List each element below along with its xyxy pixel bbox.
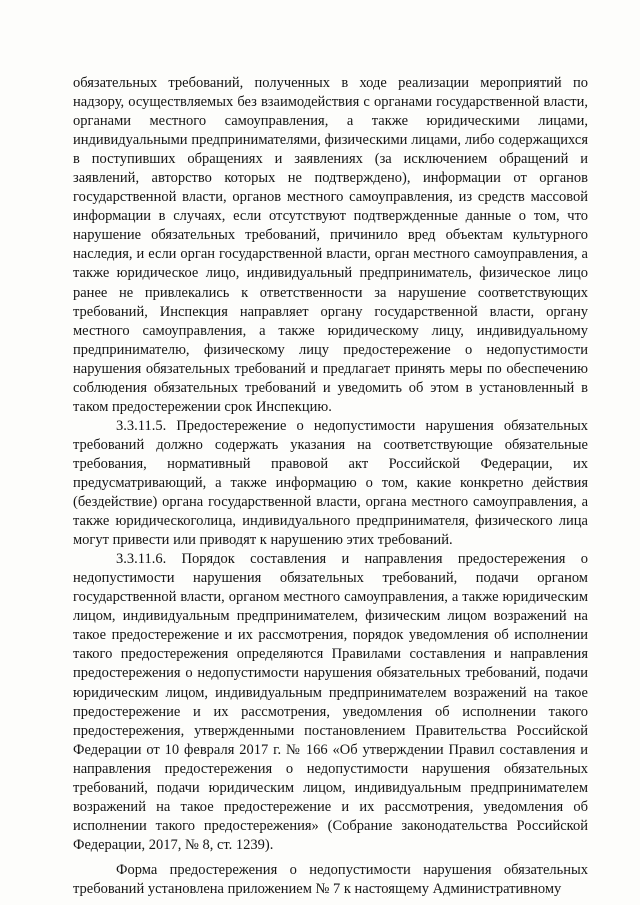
paragraph-continuation: обязательных требований, полученных в ходе реализации мероприятий по надзору, осуществляемых без взаимодействия с органами государственной власти, органами местного самоуправления, а также юридическими лицами, индивидуальными предпринимателями, физическими лицами, либо содержащихся в поступивших обращениях и заявлениях (за исключением обращений и заявлений, авторство которых не подтверждено), информации от органов государственной власти, органов местного самоуправления, из средств массовой информации в случаях, если отсутствуют подтвержденные данные о том, что нарушение обязательных требований, причинило вред объектам культурного наследия, и если орган государственной власти, орган местного самоуправления, а также юридическое лицо, индивидуальный предприниматель, физическое лицо ранее не привлекались к ответственности за нарушение соответствующих требований, Инспекция направляет органу государственной власти, органу местного самоуправления, а также юридическому лицу, индивидуальному предпринимателю, физическому лицу предостережение о недопустимости нарушения обязательных требований и предлагает принять меры по обеспечению соблюдения обязательных требований и уведомить об этом в установленный в таком предостережении срок Инспекцию. [73, 75, 588, 415]
document-body [73, 74, 588, 899]
paragraph-3-3-11-5: 3.3.11.5. Предостережение о недопустимости нарушения обязательных требований должно содержать указания на соответствующие обязательные требования, нормативный правовой акт Российской Федерации, их предусматривающий, а также информацию о том, какие конкретно действия (бездействие) органа государственной власти, органа местного самоуправления, а также юридическоголица, индивидуального предпринимателя, физического лица могут привести или приводят к нарушению этих требований. [73, 417, 588, 549]
paragraph-3-3-11-6: 3.3.11.6. Порядок составления и направления предостережения о недопустимости нарушения обязательных требований, подачи органом государственной власти, органом местного самоуправления, а также юридическим лицом, индивидуальным предпринимателем, физическим лицом возражений на такое предостережение и их рассмотрения, порядок уведомления об исполнении такого предостережения определяются Правилами составления и направления предостережения о недопустимости нарушения обязательных требований, подачи юридическим лицом, индивидуальным предпринимателем возражений на такое предостережение и их рассмотрения, уведомления об исполнении такого предостережения, утвержденными постановлением Правительства Российской Федерации от 10 февраля 2017 г. № 166 «Об утверждении Правил составления и направления предостережения о недопустимости нарушения обязательных требований, подачи юридическим лицом, индивидуальным предпринимателем возражений на такое предостережение и их рассмотрения, уведомления об исполнении такого предостережения» (Собрание законодательства Российской Федерации, 2017, № 8, ст. 1239). [73, 551, 588, 853]
paragraph-form-reference: Форма предостережения о недопустимости нарушения обязательных требований установлена приложением № 7 к настоящему Административному [73, 861, 588, 897]
